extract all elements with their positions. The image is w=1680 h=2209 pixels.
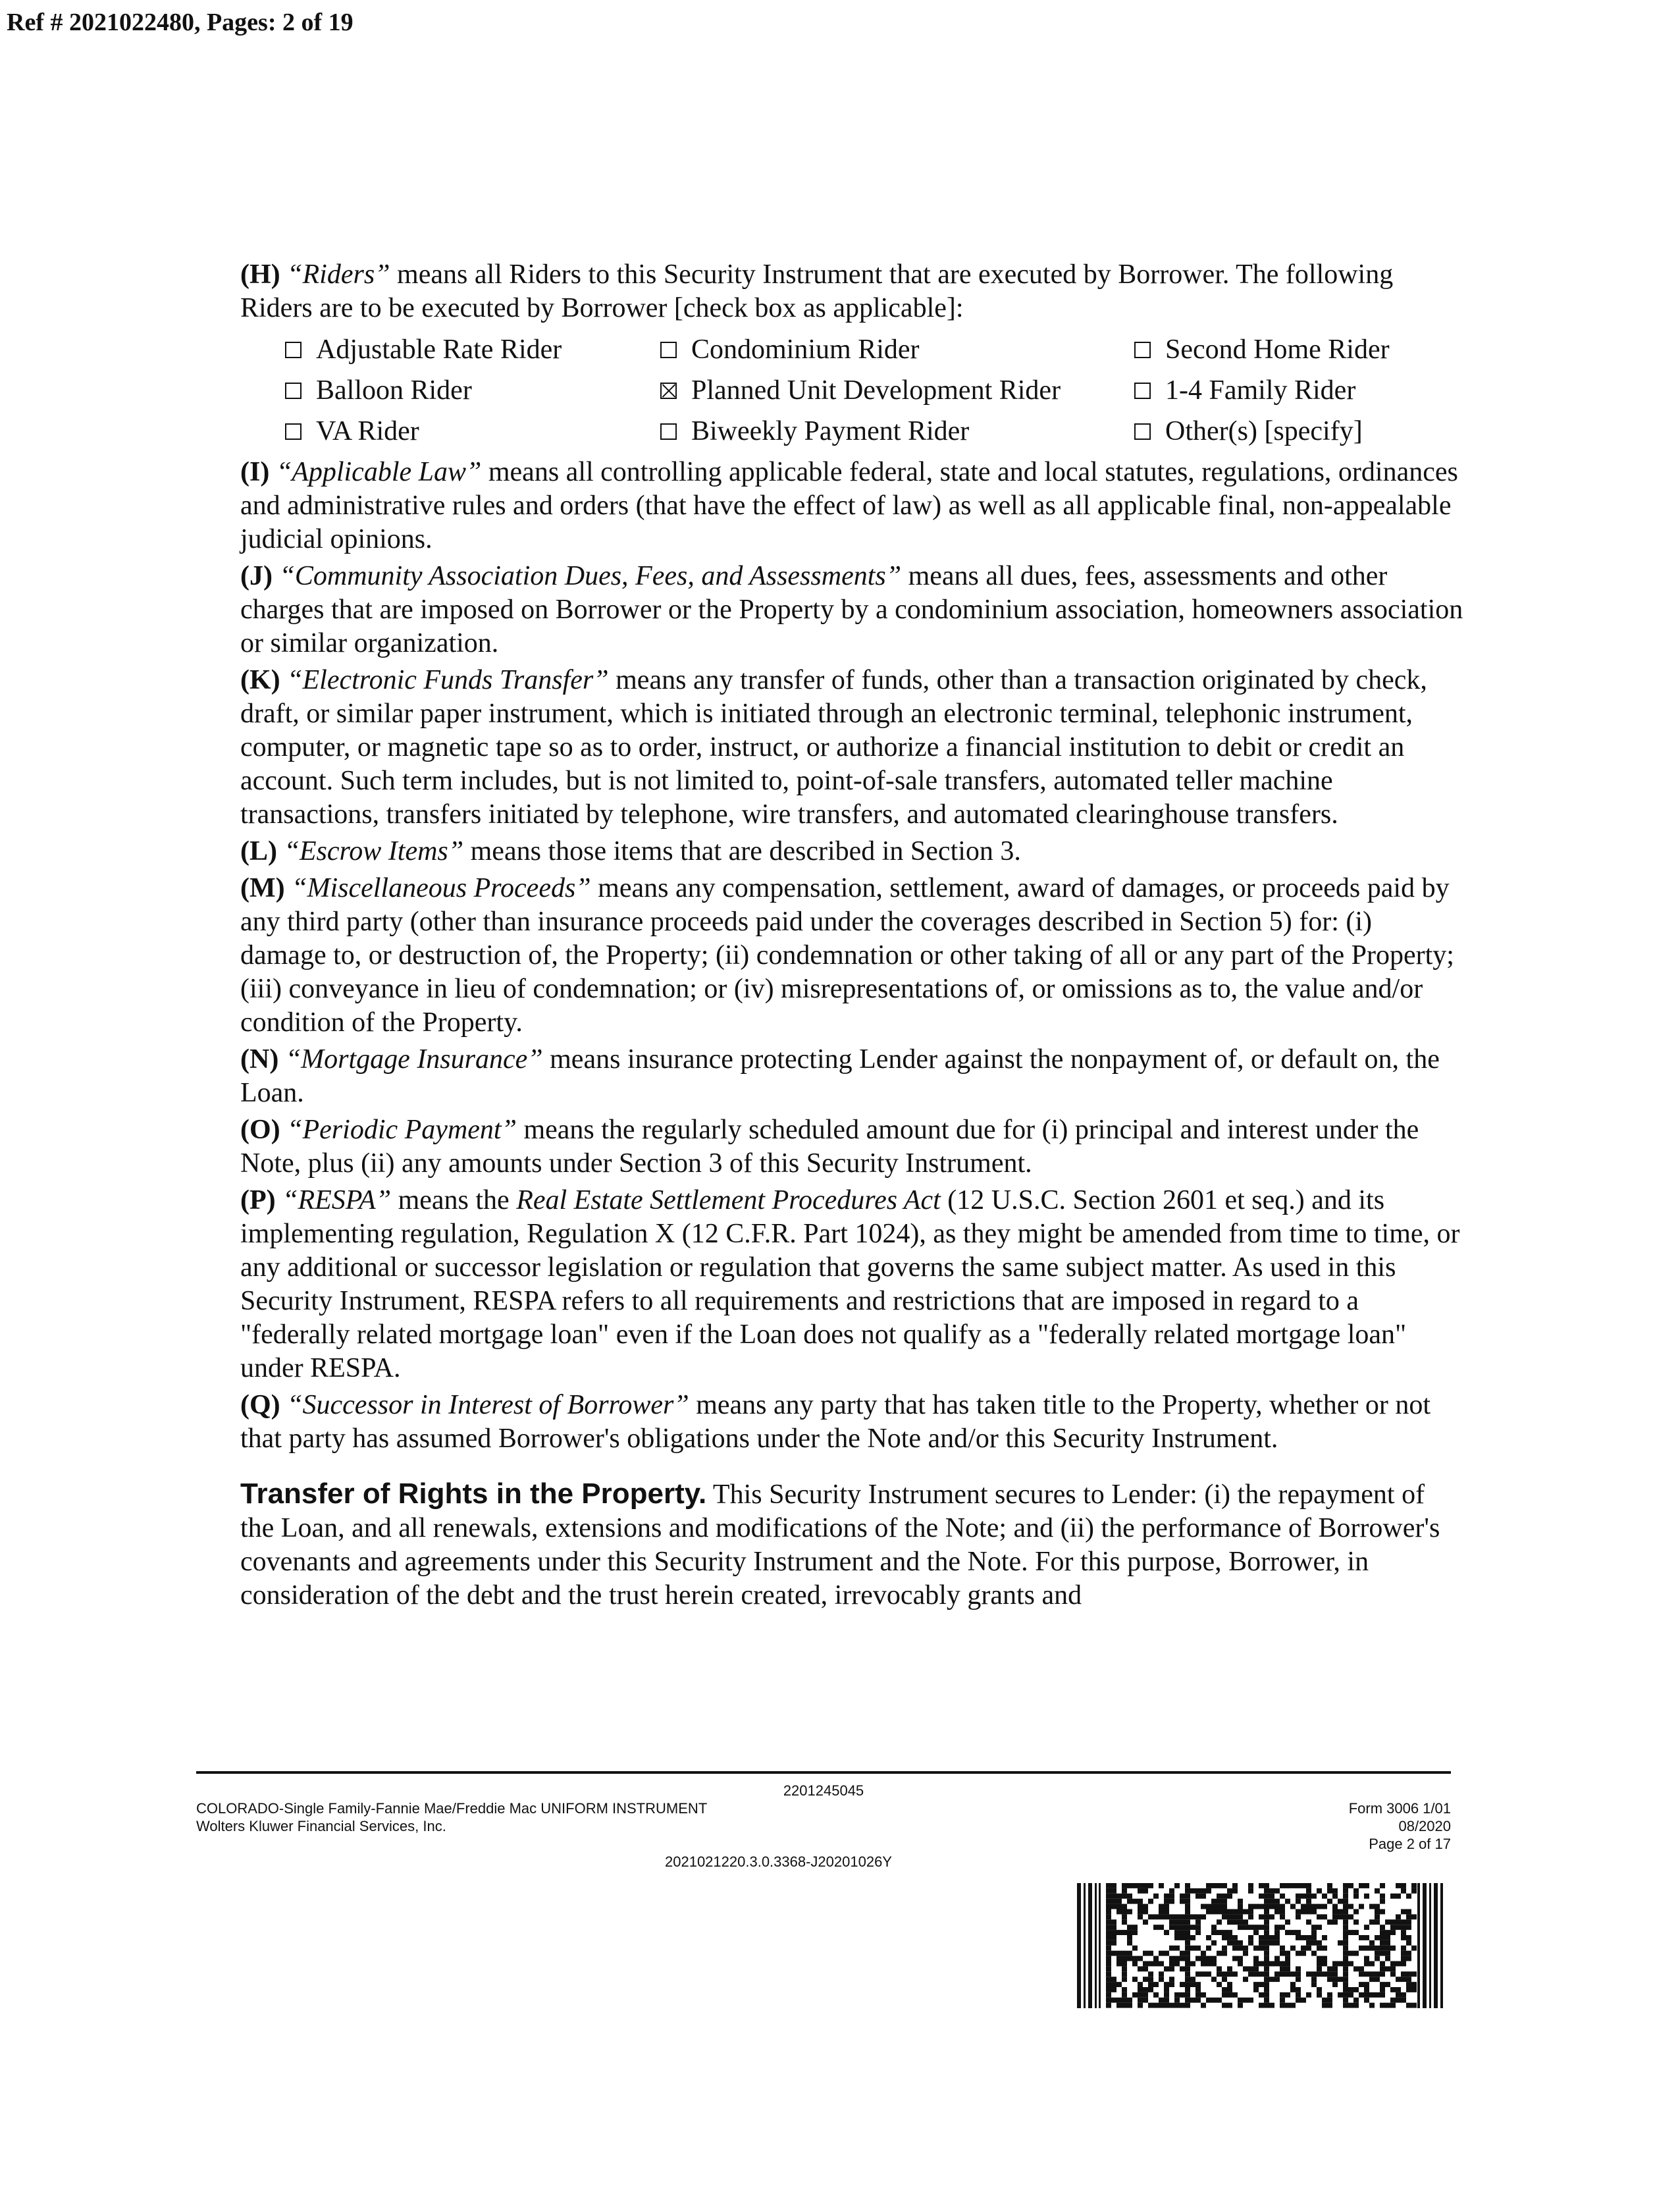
loan-number: 2201245045	[783, 1782, 864, 1799]
footer-left	[196, 1799, 707, 1853]
rider-label: Second Home Rider	[1165, 334, 1390, 365]
rider-planned-unit-development	[660, 373, 1134, 409]
definition-letter: (N)	[240, 1044, 279, 1075]
definition-p	[240, 1184, 1465, 1385]
reference-header: Ref # 2021022480, Pages: 2 of 19	[7, 9, 354, 36]
definition-text: means insurance protecting Lender against the nonpayment of, or default on, the Loan.	[240, 1044, 1440, 1108]
definition-i	[240, 456, 1465, 556]
definition-n	[240, 1043, 1465, 1110]
definition-letter: (M)	[240, 873, 285, 903]
form-number: Form 3006 1/01	[1348, 1800, 1451, 1817]
definition-term: “Miscellaneous Proceeds”	[292, 873, 591, 903]
checkbox-icon	[285, 342, 302, 358]
checkbox-icon	[285, 383, 302, 399]
definition-text: means any party that has taken title to the Property, whether or not that party has assumed Borrower's obligations under the Note and/or this Security Instrument.	[240, 1390, 1431, 1454]
definition-term: “Riders”	[287, 259, 390, 290]
definition-text: (12 U.S.C. Section 2601 et seq.) and its implementing regulation, Regulation X (12 C.F.R. Part 1024), as they might be amended from time to time, or any additional or successor legislation or regulation that governs the same subject matter. As used in this Security Instrument, RESPA refers to all requirements and restrictions that are imposed in regard to a "federally related mortgage loan" even if the Loan does not qualify as a "federally related mortgage loan" under RESPA.	[240, 1185, 1460, 1383]
page-number: Page 2 of 17	[1369, 1836, 1451, 1852]
definition-m	[240, 872, 1465, 1040]
definition-text: means the regularly scheduled amount due for (i) principal and interest under the Note, plus (ii) any amounts under Section 3 of this Security Instrument.	[240, 1115, 1419, 1179]
definition-term: “Applicable Law”	[276, 457, 482, 487]
barcode-icon	[1077, 1883, 1446, 2008]
transfer-of-rights	[240, 1477, 1465, 1612]
definition-term: “RESPA”	[282, 1185, 392, 1215]
rider-label: Planned Unit Development Rider	[691, 375, 1061, 406]
rider-others	[1134, 413, 1463, 450]
definition-term: “Successor in Interest of Borrower”	[287, 1390, 689, 1420]
definition-term: “Periodic Payment”	[287, 1115, 517, 1145]
definition-letter: (J)	[240, 561, 273, 591]
rider-label: Adjustable Rate Rider	[316, 334, 562, 365]
definition-text: means any compensation, settlement, award of damages, or proceeds paid by any third party (other than insurance proceeds paid under the coverages described in Section 5) for: (i) damage to, or destruction of, the Property; (ii) condemnation or other taking of all or any part of the Property; (iii) conveyance in lieu of condemnation; or (iv) misrepresentations of, or omissions as to, the value and/or condition of the Property.	[240, 873, 1454, 1038]
definition-l	[240, 835, 1465, 868]
definition-letter: (Q)	[240, 1390, 280, 1420]
rider-label: Other(s) [specify]	[1165, 416, 1363, 446]
definition-text: means the	[391, 1185, 517, 1215]
rider-balloon	[285, 373, 660, 409]
rider-label: 1-4 Family Rider	[1165, 375, 1356, 406]
definition-o	[240, 1113, 1465, 1181]
rider-second-home	[1134, 332, 1463, 368]
document-code: 2021021220.3.0.3368-J20201026Y	[665, 1853, 892, 1870]
checked-checkbox-icon	[660, 383, 677, 399]
rider-biweekly-payment	[660, 413, 1134, 450]
definition-text: means all dues, fees, assessments and other charges that are imposed on Borrower or the Property by a condominium association, homeowners association or similar organization.	[240, 561, 1463, 658]
definition-letter: (H)	[240, 259, 280, 290]
definition-letter: (L)	[240, 836, 277, 866]
checkbox-icon	[660, 342, 677, 358]
definition-text: means all Riders to this Security Instrument that are executed by Borrower. The following Riders are to be executed by Borrower [check box as applicable]:	[240, 259, 1394, 323]
definition-term: “Escrow Items”	[284, 836, 464, 866]
rider-label: VA Rider	[316, 416, 419, 446]
rider-label: Biweekly Payment Rider	[691, 416, 970, 446]
rider-1-4-family	[1134, 373, 1463, 409]
form-revision: 08/2020	[1398, 1818, 1451, 1834]
footer-row	[196, 1799, 1451, 1853]
definition-letter: (I)	[240, 457, 270, 487]
checkbox-icon	[285, 423, 302, 440]
definition-term: “Mortgage Insurance”	[285, 1044, 543, 1075]
definition-term: “Electronic Funds Transfer”	[287, 665, 609, 695]
definition-letter: (K)	[240, 665, 280, 695]
rider-adjustable-rate	[285, 332, 660, 368]
section-heading: Transfer of Rights in the Property.	[240, 1477, 707, 1510]
rider-label: Condominium Rider	[691, 334, 920, 365]
definition-k	[240, 664, 1465, 832]
publisher: Wolters Kluwer Financial Services, Inc.	[196, 1818, 446, 1834]
section-text: This Security Instrument secures to Lender: (i) the repayment of the Loan, and all renewals, extensions and modifications of the Note; and (ii) the performance of Borrower's covenants and agreements under this Security Instrument and the Note. For this purpose, Borrower, in consideration of the debt and the trust herein created, irrevocably grants and	[240, 1479, 1440, 1610]
rider-label: Balloon Rider	[316, 375, 472, 406]
form-name: COLORADO-Single Family-Fannie Mae/Freddie Mac UNIFORM INSTRUMENT	[196, 1800, 708, 1817]
act-title: Real Estate Settlement Procedures Act	[516, 1185, 941, 1215]
rider-checklist	[285, 332, 1465, 450]
rider-va	[285, 413, 660, 450]
definition-text: means all controlling applicable federal, state and local statutes, regulations, ordinances and administrative rules and orders (that have the effect of law) as well as all applicable final, non-appealable judicial opinions.	[240, 457, 1458, 554]
checkbox-icon	[660, 423, 677, 440]
checkbox-icon	[1134, 423, 1151, 440]
definition-letter: (P)	[240, 1185, 276, 1215]
rider-condominium	[660, 332, 1134, 368]
checkbox-icon	[1134, 383, 1151, 399]
page-footer	[196, 1771, 1451, 1870]
definition-j	[240, 560, 1465, 660]
definition-q	[240, 1389, 1465, 1456]
checkbox-icon	[1134, 342, 1151, 358]
definition-text: means those items that are described in Section 3.	[463, 836, 1021, 866]
definition-h	[240, 258, 1465, 325]
definition-letter: (O)	[240, 1115, 280, 1145]
definition-term: “Community Association Dues, Fees, and Assessments”	[279, 561, 902, 591]
definition-text: means any transfer of funds, other than a transaction originated by check, draft, or similar paper instrument, which is initiated through an electronic terminal, telephonic instrument, computer, or magnetic tape so as to order, instruct, or authorize a financial institution to debit or credit an account. Such term includes, but is not limited to, point-of-sale transfers, automated teller machine transactions, transfers initiated by telephone, wire transfers, and automated clearinghouse transfers.	[240, 665, 1427, 830]
document-body	[240, 258, 1465, 1616]
footer-right	[1349, 1799, 1451, 1853]
